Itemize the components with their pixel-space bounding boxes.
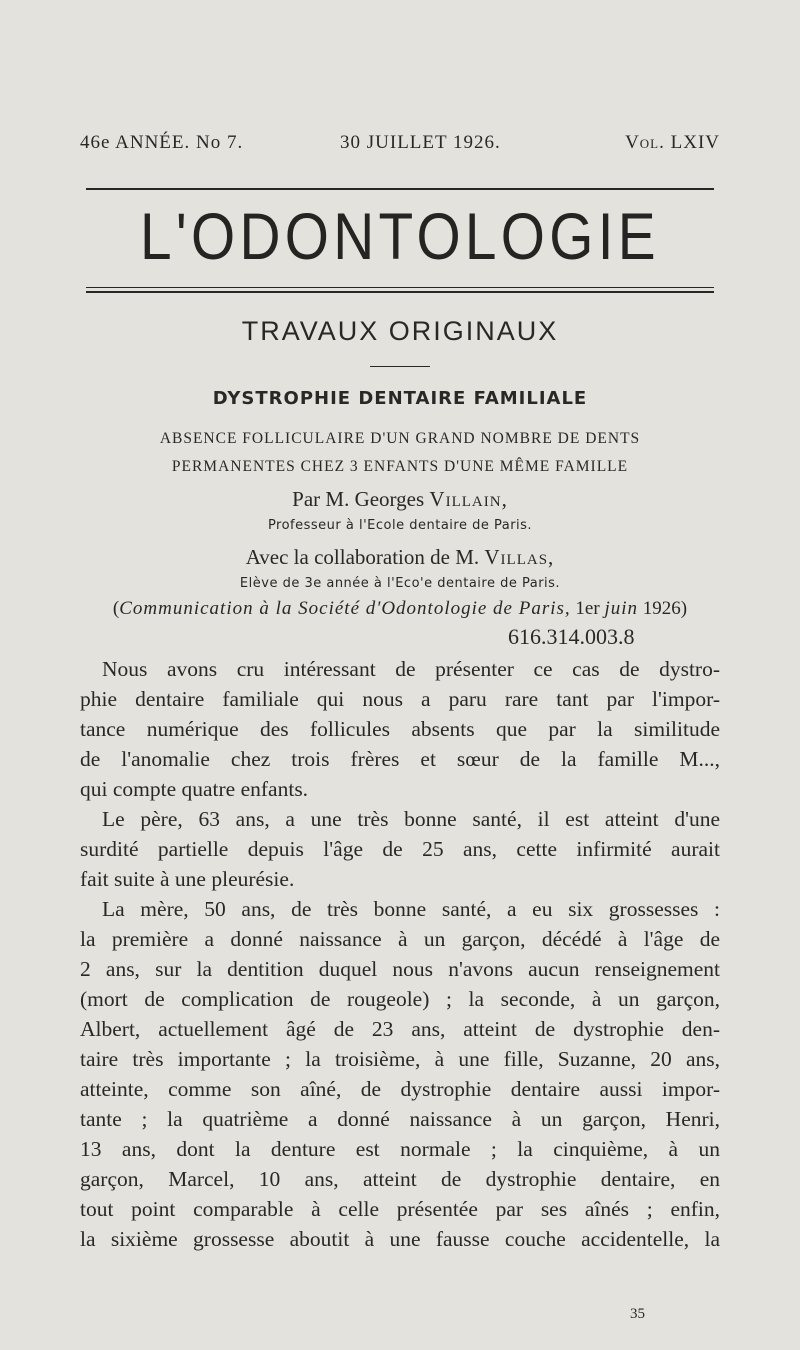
body-line: Nous avons cru intéressant de présenter ce cas de dystro- [102,657,720,681]
issue-number: 46e ANNÉE. No 7. [80,132,244,153]
citation-open: ( [112,598,120,619]
body-line: phie dentaire familiale qui nous a paru rare tant par l'impor- [80,687,720,711]
body-line: qui compte quatre enfants. [80,777,309,801]
author-affiliation: Professeur à l'Ecole dentaire de Paris. [267,518,533,533]
body-line: la première a donné naissance à un garçon, décédé à l'âge de [80,927,720,951]
author-name: Villain, [429,487,508,511]
collaborator-prefix: Avec la collaboration de M. [245,545,480,569]
body-line: de l'anomalie chez trois frères et sœur de la famille M..., [80,747,720,771]
author-prefix: Par M. Georges [292,487,425,511]
body-line: la sixième grossesse aboutit à une fausse couche accidentelle, la [80,1227,720,1251]
citation-source: Communication à la Société d'Odontologie de Paris, [119,598,571,619]
article-subtitle-line-1: ABSENCE FOLLICULAIRE D'UN GRAND NOMBRE DE DENTS [159,430,641,447]
collaborator-name: Villas, [484,545,555,569]
body-line: tout point comparable à celle présentée par ses aînés ; enfin, [80,1197,720,1221]
author-line [80,487,720,512]
classification-code: 616.314.003.8 [508,624,635,649]
citation-line [80,598,720,620]
journal-title: L'ODONTOLOGIE [140,199,660,273]
body-line: garçon, Marcel, 10 ans, atteint de dystrophie dentaire, en [80,1167,720,1191]
masthead-bottom-rule-thin [86,287,714,288]
page-number: 35 [630,1306,645,1322]
collaborator-affiliation: Elève de 3e année à l'Eco'e dentaire de Paris. [239,576,561,591]
article-title: DYSTROPHIE DENTAIRE FAMILIALE [212,388,588,409]
masthead-top-rule [86,188,714,190]
citation-day: 1er [575,598,600,619]
body-line: Albert, actuellement âgé de 23 ans, atteint de dystrophie den- [80,1017,720,1041]
body-line: surdité partielle depuis l'âge de 25 ans, cette infirmité aurait [80,837,720,861]
body-line: La mère, 50 ans, de très bonne santé, a eu six grossesses : [102,897,720,921]
volume-number: Vol. LXIV [625,132,720,153]
issue-date: 30 JUILLET 1926. [340,132,501,153]
body-line: taire très importante ; la troisième, à une fille, Suzanne, 20 ans, [80,1047,720,1071]
collaborator-line [80,545,720,570]
masthead-bottom-rule-thick [86,291,714,293]
section-divider [370,366,430,367]
body-line: 13 ans, dont la denture est normale ; la cinquième, à un [80,1137,720,1161]
body-line: tante ; la quatrième a donné naissance à un garçon, Henri, [80,1107,720,1131]
citation-year: 1926) [642,598,688,619]
body-line: tance numérique des follicules absents que par la similitude [80,717,720,741]
body-line: fait suite à une pleurésie. [80,867,295,891]
body-line: 2 ans, sur la dentition duquel nous n'avons aucun renseignement [80,957,720,981]
body-line: Le père, 63 ans, a une très bonne santé, il est atteint d'une [102,807,720,831]
section-title: TRAVAUX ORIGINAUX [241,316,559,346]
body-line: atteinte, comme son aîné, de dystrophie dentaire aussi impor- [80,1077,720,1101]
running-header [80,132,720,162]
article-subtitle-line-2: PERMANENTES CHEZ 3 ENFANTS D'UNE MÊME FAMILLE [171,458,629,475]
citation-month: juin [604,598,638,619]
body-line: (mort de complication de rougeole) ; la seconde, à un garçon, [80,987,720,1011]
